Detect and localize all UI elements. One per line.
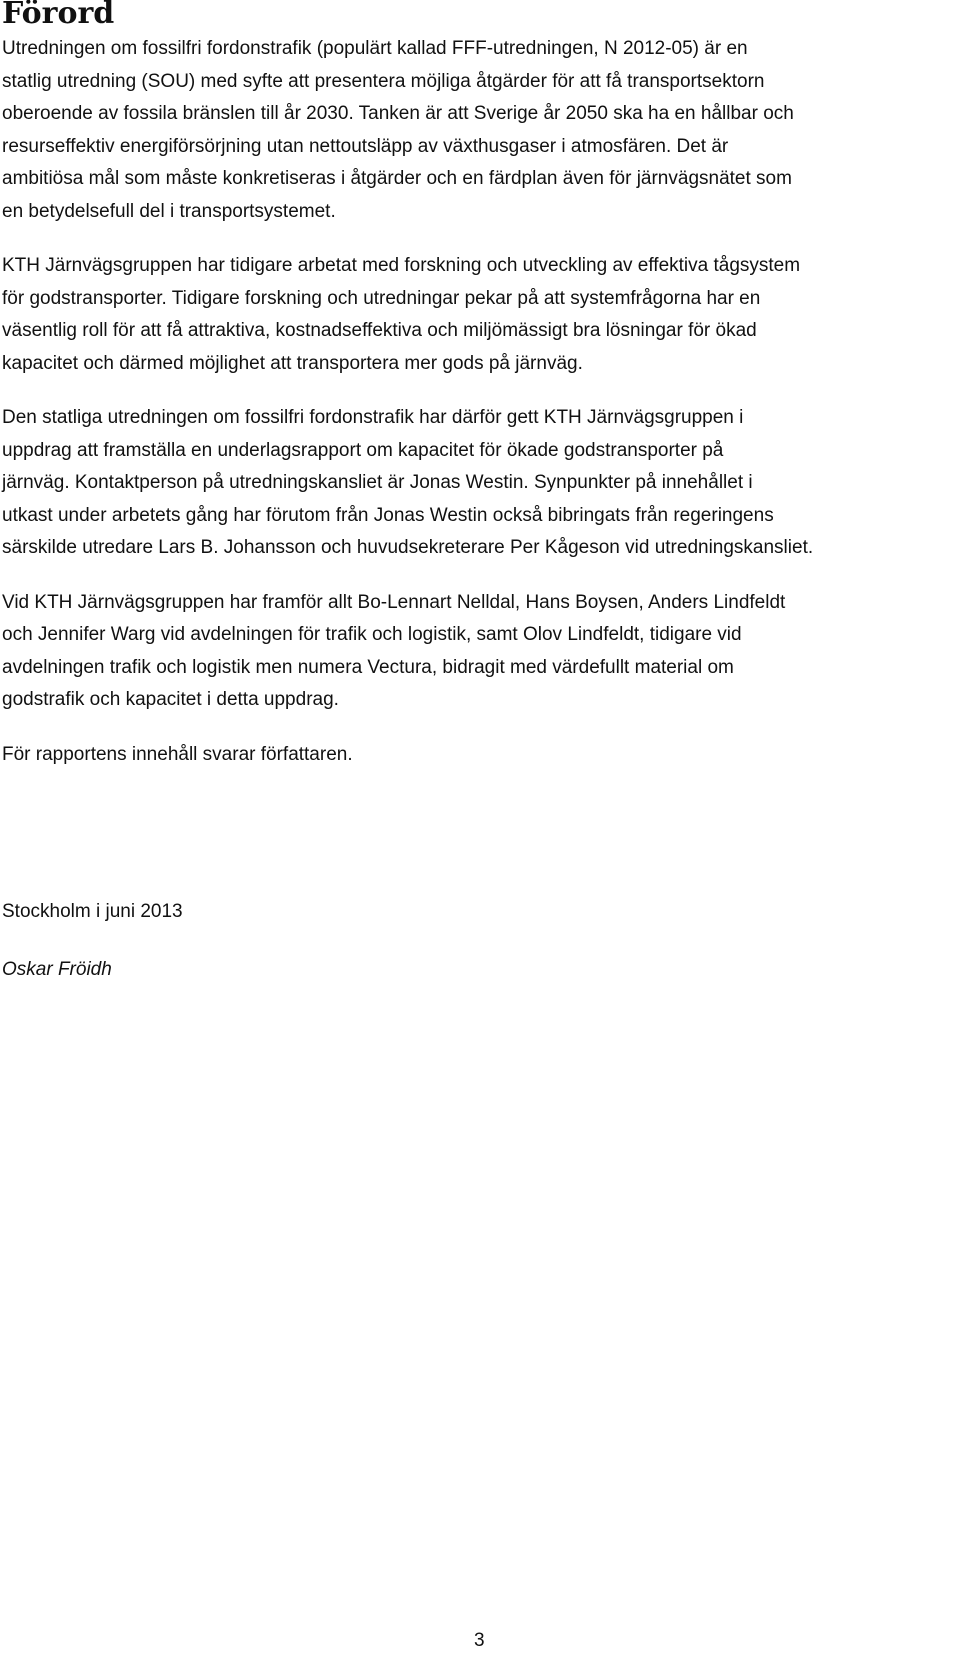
text-line: KTH Järnvägsgruppen har tidigare arbetat med forskning och utveckling av effektiva tågsystem	[2, 255, 801, 276]
text-line: resurseffektiv energiförsörjning utan nettoutsläpp av växthusgaser i atmosfären. Det är	[2, 135, 729, 157]
paragraph-kth-background	[2, 250, 958, 380]
text-line: Vid KTH Järnvägsgruppen har framför allt Bo-Lennart Nelldal, Hans Boysen, Anders Lindfeldt	[2, 591, 786, 613]
paragraph-responsibility	[2, 739, 958, 772]
text-line: uppdrag att framställa en underlagsrapport om kapacitet för ökade godstransporter på	[2, 439, 724, 461]
paragraph-intro	[2, 33, 958, 228]
document-body	[2, 33, 958, 771]
text-line: statlig utredning (SOU) med syfte att presentera möjliga åtgärder för att få transportsektorn	[2, 70, 765, 92]
text-line: Utredningen om fossilfri fordonstrafik (populärt kallad FFF-utredningen, N 2012-05) är en	[2, 38, 748, 59]
place-and-date: Stockholm i juni 2013	[2, 901, 183, 922]
text-line: och Jennifer Warg vid avdelningen för trafik och logistik, samt Olov Lindfeldt, tidigare vid	[2, 624, 742, 645]
text-line: väsentlig roll för att få attraktiva, kostnadseffektiva och miljömässigt bra lösningar för ökad	[2, 320, 757, 341]
text-line: avdelningen trafik och logistik men numera Vectura, bidragit med värdefullt material om	[2, 656, 734, 678]
page-title: Förord	[2, 0, 115, 31]
paragraph-assignment	[2, 402, 958, 565]
text-line: utkast under arbetets gång har förutom från Jonas Westin också bibringats från regeringens	[2, 504, 774, 526]
text-line: för godstransporter. Tidigare forskning och utredningar pekar på att systemfrågorna har en	[2, 287, 761, 309]
text-line: oberoende av fossila bränslen till år 2030. Tanken är att Sverige år 2050 ska ha en hållbar och	[2, 103, 794, 124]
text-line: särskilde utredare Lars B. Johansson och huvudsekreterare Per Kågeson vid utredningskansliet.	[2, 537, 814, 558]
author-signature: Oskar Fröidh	[2, 959, 112, 980]
text-line: Den statliga utredningen om fossilfri fordonstrafik har därför gett KTH Järnvägsgruppen i	[2, 407, 744, 428]
text-line: För rapportens innehåll svarar författaren.	[2, 743, 353, 765]
text-line: godstrafik och kapacitet i detta uppdrag.	[2, 689, 339, 710]
text-line: järnväg. Kontaktperson på utredningskansliet är Jonas Westin. Synpunkter på innehållet i	[2, 472, 753, 493]
text-line: en betydelsefull del i transportsystemet.	[2, 200, 336, 222]
text-line: ambitiösa mål som måste konkretiseras i åtgärder och en färdplan även för järnvägsnätet som	[2, 168, 792, 189]
text-line: kapacitet och därmed möjlighet att transportera mer gods på järnväg.	[2, 352, 583, 374]
page-number: 3	[474, 1630, 485, 1651]
paragraph-contributors	[2, 587, 958, 717]
